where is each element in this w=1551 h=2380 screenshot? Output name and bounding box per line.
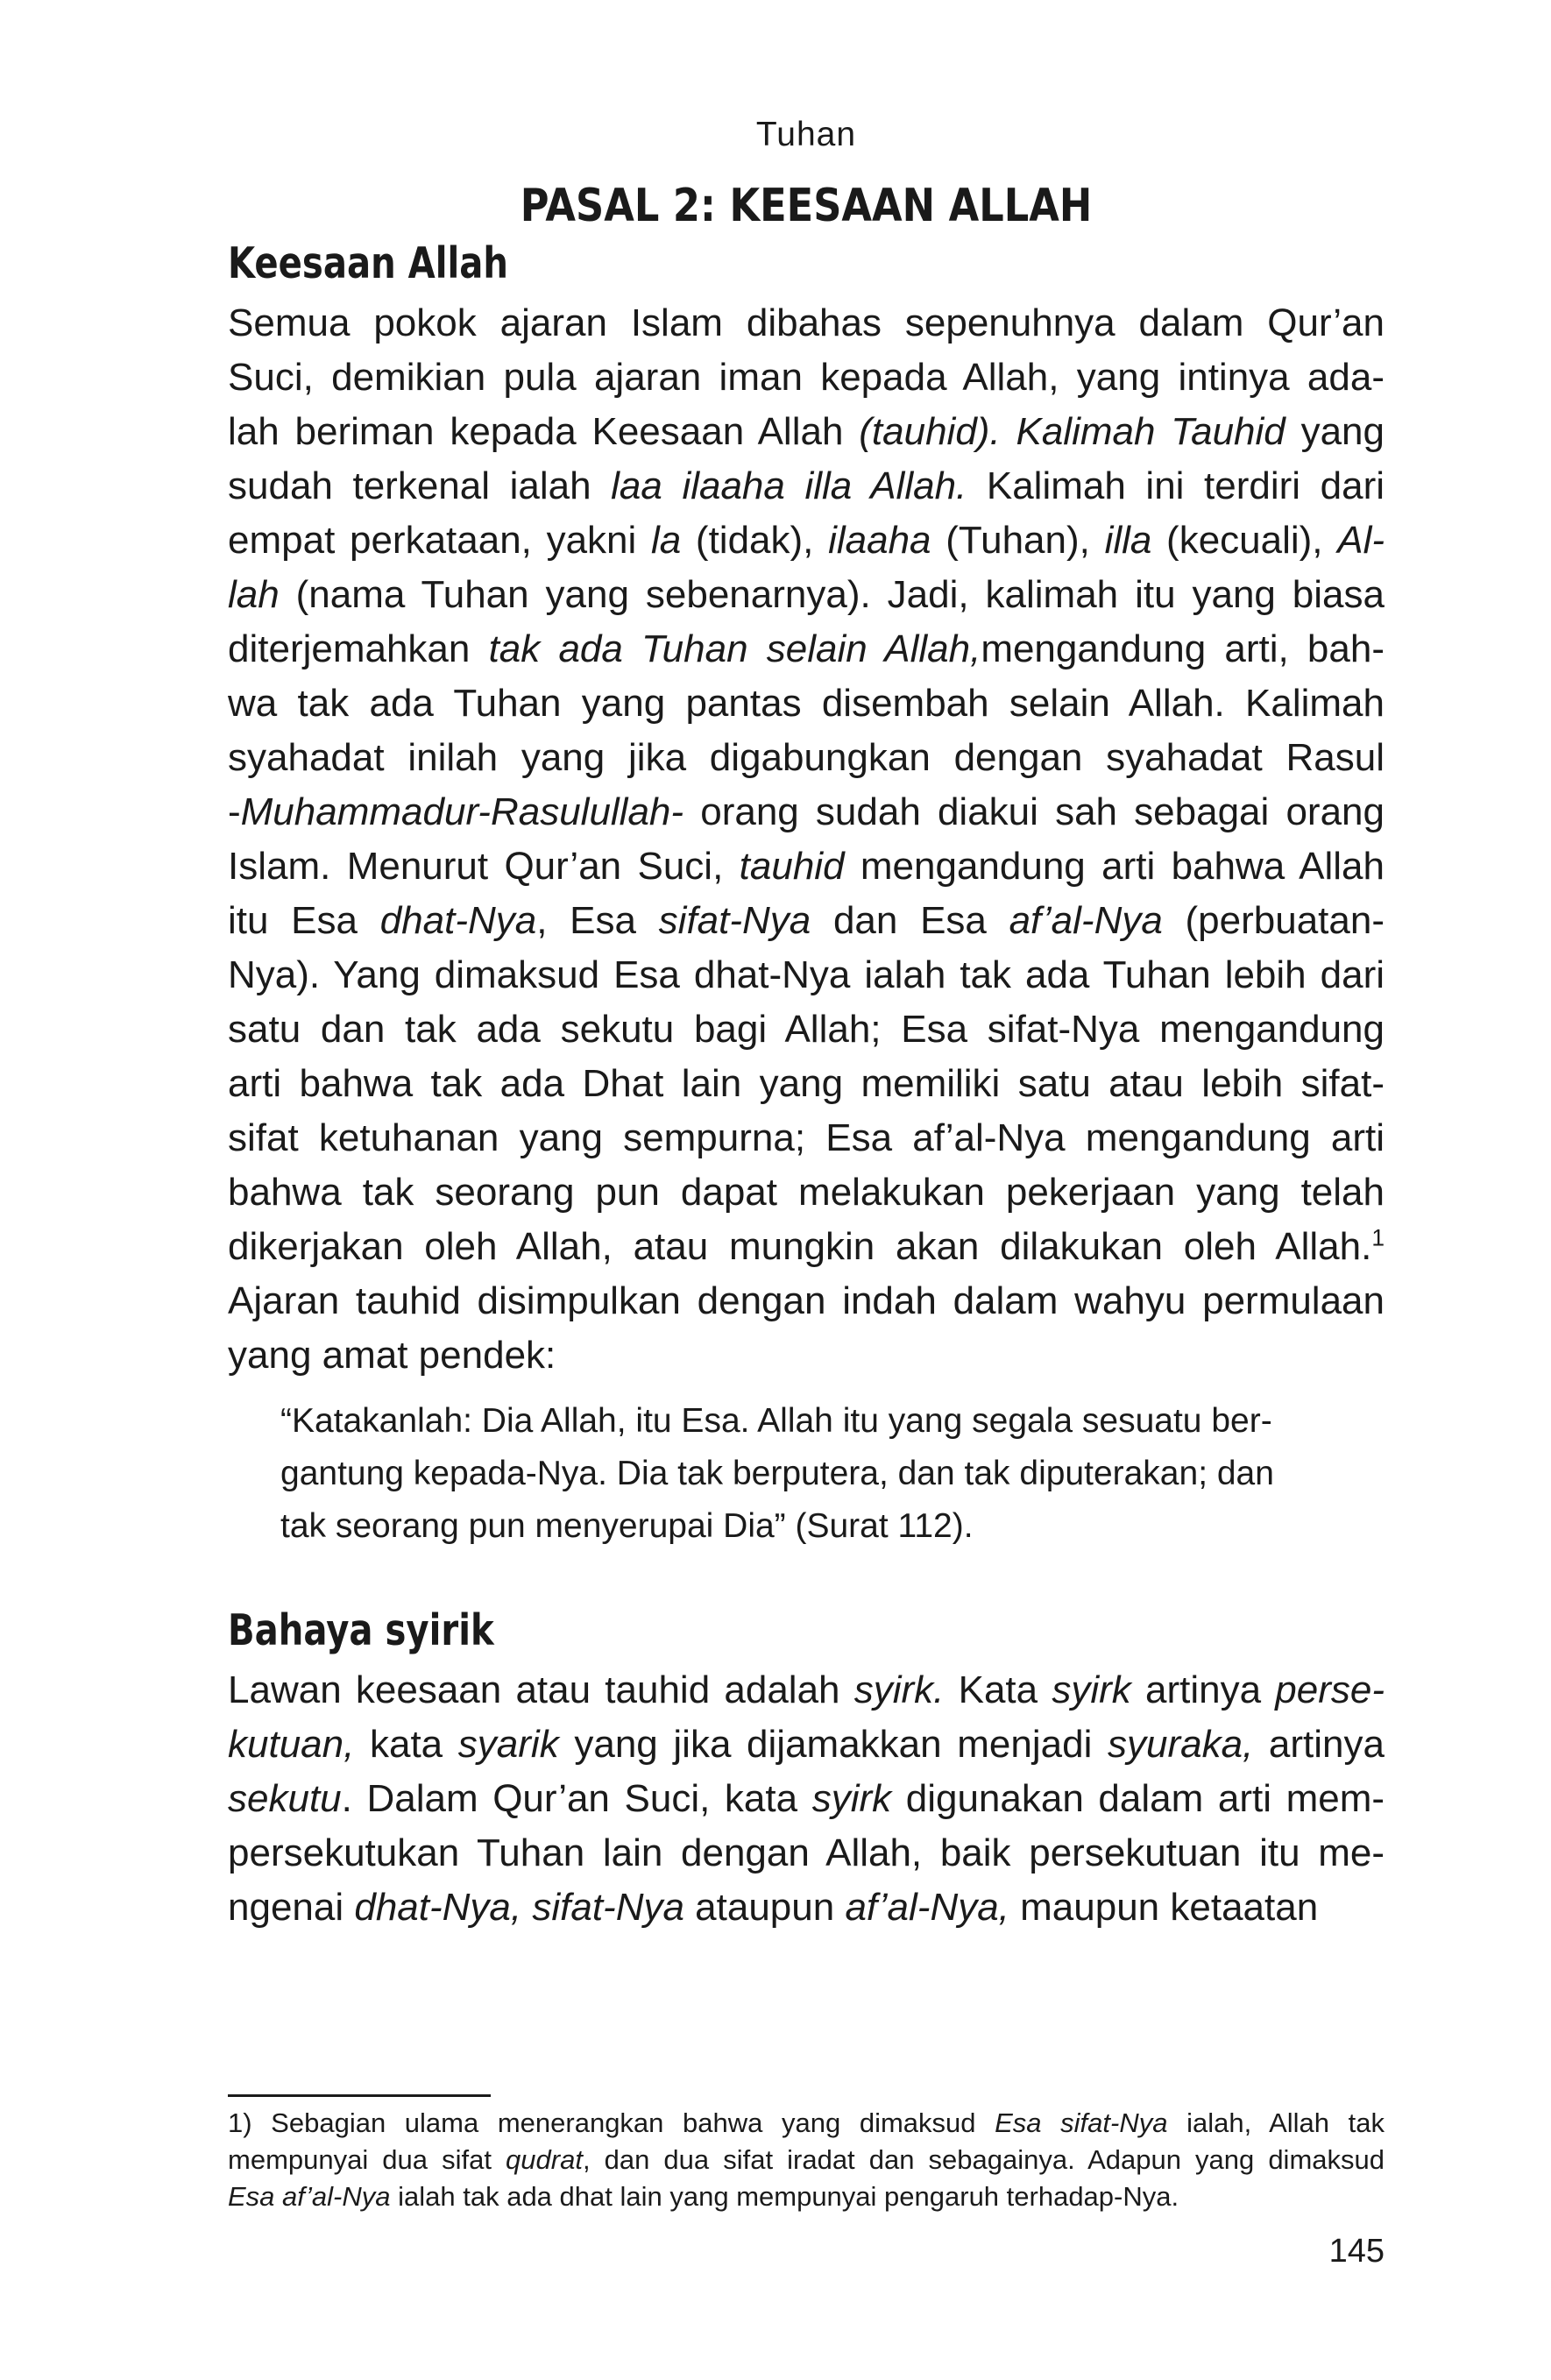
text-run: yang amat pendek: xyxy=(228,1334,556,1377)
quote-line: “Katakanlah: Dia Allah, itu Esa. Allah itu yang segala sesuatu ber- xyxy=(280,1402,1272,1440)
text-run: arti bahwa tak ada Dhat lain yang memiliki satu atau lebih sifat- xyxy=(228,1062,1385,1105)
text-run: syahadat inilah yang jika digabungkan dengan syahadat Rasul xyxy=(228,736,1385,779)
text-run: empat perkataan, yakni xyxy=(228,519,651,562)
text-run: perse- xyxy=(1275,1668,1385,1711)
text-line xyxy=(228,1111,1385,1165)
footnote-divider xyxy=(228,2094,491,2097)
text-line xyxy=(228,405,1385,459)
text-run: syirk xyxy=(811,1777,892,1820)
text-line xyxy=(228,1718,1385,1772)
text-run: af’al-Nya xyxy=(1009,899,1163,942)
text-run: ialah tak ada dhat lain yang mempunyai pengaruh terhadap-Nya. xyxy=(390,2181,1179,2212)
text-run: 1) Sebagian ulama menerangkan bahwa yang dimaksud xyxy=(228,2107,995,2138)
text-run: sudah terkenal ialah xyxy=(228,464,612,507)
text-run: lah xyxy=(228,573,280,616)
section-heading-syirik: Bahaya syirik xyxy=(228,1605,494,1655)
text-run: syarik xyxy=(457,1723,559,1766)
text-run: dhat-Nya xyxy=(379,899,537,942)
text-run: , dan dua sifat iradat dan sebagainya. Adapun yang dimaksud xyxy=(582,2144,1385,2175)
text-run: 1 xyxy=(1371,1224,1385,1251)
text-line xyxy=(228,1826,1385,1881)
text-run: orang sudah diakui sah sebagai orang xyxy=(683,790,1385,833)
text-run: ataupun xyxy=(683,1886,846,1929)
text-run: ngenai xyxy=(228,1886,355,1929)
text-run: dikerjakan oleh Allah, atau mungkin akan dilakukan oleh Allah. xyxy=(228,1225,1372,1268)
text-run: qudrat xyxy=(506,2144,583,2175)
text-run: mempunyai dua sifat xyxy=(228,2144,506,2175)
text-run: laa ilaaha illa Allah. xyxy=(611,464,967,507)
text-line xyxy=(228,459,1385,514)
text-line xyxy=(228,296,1385,351)
text-run: - xyxy=(228,790,241,833)
section-body-syirik xyxy=(228,1663,1385,1935)
text-line xyxy=(228,1772,1385,1826)
text-run: kata xyxy=(354,1723,458,1766)
text-run: Nya). Yang dimaksud Esa dhat-Nya ialah tak ada Tuhan lebih dari xyxy=(228,953,1385,996)
text-run: dhat-Nya, sifat-Nya xyxy=(354,1886,684,1929)
text-run: artinya xyxy=(1253,1723,1385,1766)
text-line xyxy=(228,948,1385,1002)
text-line xyxy=(228,1002,1385,1057)
text-run: , Esa xyxy=(536,899,659,942)
text-line xyxy=(228,351,1385,405)
text-run: (kecuali), xyxy=(1151,519,1338,562)
text-line xyxy=(228,731,1385,785)
text-run: bahwa tak seorang pun dapat melakukan pekerjaan yang telah xyxy=(228,1171,1385,1214)
text-run: syirk xyxy=(1052,1668,1131,1711)
text-run: dan Esa xyxy=(811,899,1009,942)
text-run: Kata xyxy=(944,1668,1052,1711)
text-run: mengandung arti, bah- xyxy=(981,627,1385,670)
text-line xyxy=(228,1663,1385,1718)
text-run: yang jika dijamakkan menjadi xyxy=(558,1723,1108,1766)
text-run: Ajaran tauhid disimpulkan dengan indah dalam wahyu permulaan xyxy=(228,1279,1385,1322)
footnote xyxy=(228,2105,1385,2215)
text-line xyxy=(228,2178,1385,2215)
text-run: mengandung arti bahwa Allah xyxy=(844,845,1385,888)
text-run: af’al-Nya, xyxy=(845,1886,1009,1929)
quote-line: tak seorang pun menyerupai Dia” (Surat 112). xyxy=(280,1507,974,1545)
text-run: Esa sifat-Nya xyxy=(995,2107,1168,2138)
text-run: persekutukan Tuhan lain dengan Allah, baik persekutuan itu me- xyxy=(228,1831,1385,1874)
text-run: kutuan, xyxy=(228,1723,355,1766)
text-run: syuraka, xyxy=(1107,1723,1254,1766)
text-run: Islam. Menurut Qur’an Suci, xyxy=(228,845,740,888)
text-run: wa tak ada Tuhan yang pantas disembah selain Allah. Kalimah xyxy=(228,682,1385,725)
text-run: sifat-Nya xyxy=(658,899,811,942)
text-line xyxy=(228,622,1385,676)
text-run: Lawan keesaan atau tauhid adalah xyxy=(228,1668,854,1711)
text-run: Suci, demikian pula ajaran iman kepada Allah, yang intinya ada- xyxy=(228,356,1385,399)
text-run: (tidak), xyxy=(681,519,829,562)
text-line xyxy=(228,1328,1385,1383)
section-heading-keesaan: Keesaan Allah xyxy=(228,238,509,288)
text-run: la xyxy=(651,519,682,562)
text-run: Muhammadur-Rasulullah- xyxy=(240,790,684,833)
text-line xyxy=(228,785,1385,839)
text-line xyxy=(228,1057,1385,1111)
text-line xyxy=(228,1881,1385,1935)
text-run: tauhid xyxy=(739,845,845,888)
text-run: itu Esa xyxy=(228,899,380,942)
text-run: tak ada Tuhan selain Allah, xyxy=(488,627,981,670)
text-line xyxy=(228,839,1385,894)
text-run: artinya xyxy=(1130,1668,1276,1711)
text-run: satu dan tak ada sekutu bagi Allah; Esa sifat-Nya mengandung xyxy=(228,1008,1385,1051)
text-run: Semua pokok ajaran Islam dibahas sepenuhnya dalam Qur’an xyxy=(228,301,1385,344)
chapter-title: PASAL 2: KEESAAN ALLAH xyxy=(520,180,1093,232)
text-run: diterjemahkan xyxy=(228,627,489,670)
text-line xyxy=(228,514,1385,568)
text-run: Al- xyxy=(1337,519,1385,562)
text-run: sekutu xyxy=(228,1777,342,1820)
section-body-keesaan xyxy=(228,296,1385,1383)
text-run: (tauhid). Kalimah Tauhid xyxy=(859,410,1285,453)
text-line xyxy=(228,2105,1385,2142)
text-run: syirk. xyxy=(853,1668,945,1711)
text-run: maupun ketaatan xyxy=(1009,1886,1319,1929)
quote-line: gantung kepada-Nya. Dia tak berputera, dan tak diputerakan; dan xyxy=(280,1455,1274,1492)
text-run: . Dalam Qur’an Suci, kata xyxy=(341,1777,812,1820)
text-line xyxy=(228,1165,1385,1220)
text-run: ilaaha xyxy=(828,519,931,562)
text-line xyxy=(228,676,1385,731)
quran-quote xyxy=(280,1395,1385,1553)
text-line xyxy=(228,2142,1385,2178)
text-line xyxy=(228,1274,1385,1328)
running-head: Tuhan xyxy=(755,116,857,153)
text-run: sifat ketuhanan yang sempurna; Esa af’al-Nya mengandung arti xyxy=(228,1116,1385,1159)
text-run: (nama Tuhan yang sebenarnya). Jadi, kalimah itu yang biasa xyxy=(279,573,1385,616)
text-run: Esa af’al-Nya xyxy=(228,2181,391,2212)
text-run: digunakan dalam arti mem- xyxy=(891,1777,1385,1820)
text-run: Kalimah ini terdiri dari xyxy=(967,464,1385,507)
text-run: lah beriman kepada Keesaan Allah xyxy=(228,410,860,453)
text-run: (perbuatan- xyxy=(1162,899,1385,942)
text-line xyxy=(228,1220,1385,1274)
text-line xyxy=(228,894,1385,948)
page-number: 145 xyxy=(1328,2233,1385,2270)
text-run: yang xyxy=(1285,410,1385,453)
text-line xyxy=(228,568,1385,622)
text-run: ialah, Allah tak xyxy=(1167,2107,1385,2138)
text-run: illa xyxy=(1104,519,1152,562)
text-run: (Tuhan), xyxy=(931,519,1105,562)
